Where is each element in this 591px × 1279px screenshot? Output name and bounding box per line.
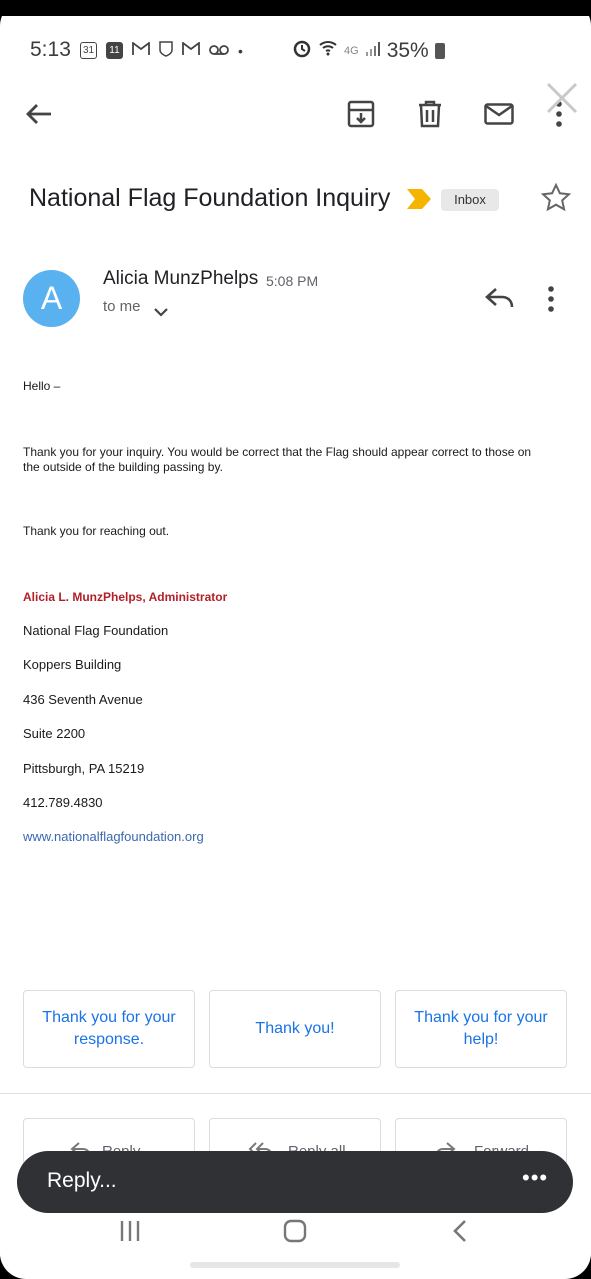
- signature-org: National Flag Foundation: [23, 623, 169, 638]
- reply-input[interactable]: Reply...: [47, 1169, 117, 1192]
- greeting: Hello –: [23, 379, 61, 393]
- signature-city: Pittsburgh, PA 15219: [23, 761, 145, 776]
- chevron-down-icon[interactable]: [154, 304, 168, 322]
- signature-website-link[interactable]: www.nationalflagfoundation.org: [23, 829, 204, 844]
- system-nav-bar: [0, 1213, 591, 1263]
- voicemail-icon: [209, 43, 229, 59]
- divider: [0, 1093, 591, 1094]
- body-line: Thank you for reaching out.: [23, 524, 170, 538]
- signal-icon: [365, 39, 381, 63]
- dot-icon: •: [238, 42, 243, 59]
- alarm-icon: [292, 38, 312, 64]
- important-marker-icon[interactable]: [406, 188, 432, 215]
- smart-reply-button[interactable]: Thank you!: [209, 990, 381, 1068]
- notification-icons: [80, 41, 243, 60]
- wifi-icon: [318, 38, 338, 64]
- sender-name[interactable]: Alicia MunzPhelps: [103, 268, 259, 289]
- gmail-icon: [132, 42, 150, 59]
- nfl-icon: [159, 41, 173, 60]
- back-nav-icon[interactable]: [452, 1219, 468, 1248]
- archive-icon[interactable]: [343, 96, 379, 132]
- body-line: the outside of the building passing by.: [23, 460, 223, 474]
- screen-top-edge: [0, 0, 591, 16]
- battery-percent: 35%: [386, 39, 429, 62]
- recent-apps-icon[interactable]: [118, 1219, 142, 1248]
- reply-icon[interactable]: [484, 286, 514, 315]
- close-icon[interactable]: [544, 80, 580, 116]
- star-icon[interactable]: [540, 182, 572, 219]
- calendar-icon: 31: [80, 42, 97, 59]
- smart-reply-button[interactable]: Thank you for your response.: [23, 990, 195, 1068]
- signature-street: 436 Seventh Avenue: [23, 692, 143, 707]
- smart-reply-button[interactable]: Thank you for your help!: [395, 990, 567, 1068]
- battery-icon: [435, 43, 445, 59]
- status-time: 5:13: [30, 38, 71, 61]
- app-bar: [0, 86, 591, 146]
- label-chip[interactable]: Inbox: [441, 189, 499, 211]
- signature-name: Alicia L. MunzPhelps, Administrator: [23, 590, 228, 604]
- mark-unread-icon[interactable]: [481, 96, 517, 132]
- delete-icon[interactable]: [412, 96, 448, 132]
- recipient-label[interactable]: to me: [103, 298, 141, 315]
- status-bar: [0, 28, 591, 74]
- email-subject: National Flag Foundation Inquiry: [29, 184, 391, 212]
- home-icon[interactable]: [283, 1219, 307, 1248]
- sent-time: 5:08 PM: [266, 273, 319, 289]
- signature-phone[interactable]: 412.789.4830: [23, 795, 103, 810]
- body-line: Thank you for your inquiry. You would be correct that the Flag should appear correct to those on: [23, 445, 532, 459]
- gmail-icon: [182, 42, 200, 59]
- quick-reply-bar[interactable]: [17, 1151, 573, 1213]
- avatar[interactable]: A: [23, 270, 80, 327]
- reply-more-button[interactable]: •••: [522, 1165, 549, 1190]
- system-icons: [292, 38, 445, 64]
- back-arrow-icon[interactable]: [21, 96, 57, 132]
- gesture-bar: [190, 1262, 400, 1268]
- signature-suite: Suite 2200: [23, 726, 86, 741]
- message-more-icon[interactable]: [548, 286, 554, 317]
- signature-building: Koppers Building: [23, 657, 122, 672]
- calendar-app-icon: 11: [106, 42, 123, 59]
- network-type: 4G: [344, 45, 359, 57]
